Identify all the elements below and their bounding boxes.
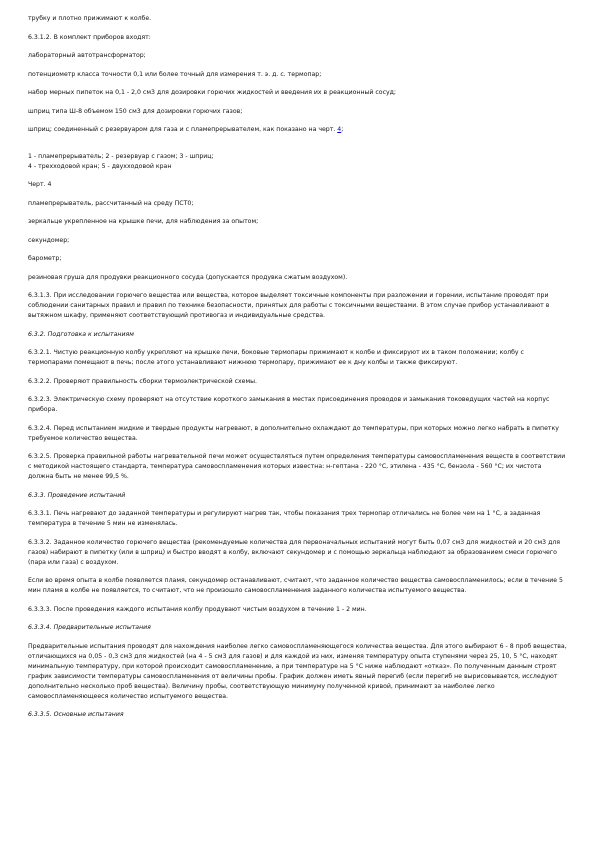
item-syringe-reservoir <box>28 125 567 135</box>
heading-6-3-3-4: 6.3.3.4. Предварительные испытания <box>28 624 151 631</box>
section-6-3-1-3: 6.3.1.3. При исследовании горючего вещества или вещества, которое выделяет токсичные компоненты при разложении и горении, испытание проводят при соблюдении санитарных правил и правил по технике безопасности, принятых для работы с токсичными веществами. В этом случае прибор устанавливают в вытяжном шкафу, применяют соответствующий противогаз и индивидуальные средства. <box>28 292 550 319</box>
item-autotransformer: лабораторный автотрансформатор; <box>28 52 146 59</box>
section-6-3-2-4: 6.3.2.4. Перед испытанием жидкие и твердые продукты нагревают, в дополнительно охлаждают до температуры, при которых можно легко набрать в пипетку требуемое количество вещества. <box>28 424 559 442</box>
section-6-3-2-2: 6.3.2.2. Проверяют правильность сборки термоэлектрической схемы. <box>28 377 257 385</box>
paragraph-preliminary-tests: Предварительные испытания проводят для нахождения наиболее легко самовоспламеняющегося количества вещества. Для этого выбирают 6 - 8 проб вещества, отличающихся на 0,05 - 0,3 см3 для жидкостей (на 4 - 5 см3 для газов) и для каждой из них, изменяя температуру опыта ступенями через 25, 10, 5 °С, находят минимальную температуру, при которой происходит самовоспламенение, а при температуре на 5 °С ниже наблюдают «отказ». По полученным данным строят график зависимости температуры самовоспламенения от величины пробы. График должен иметь явный перегиб (если перегиб не вырисовывается, исследуют дополнительно несколько проб вещества). Величину пробы, соответствующую минимуму полученной кривой, принимают за наиболее легко самовоспламеняющееся количество испытуемого вещества. <box>28 642 567 700</box>
heading-6-3-3: 6.3.3. Проведение испытаний <box>28 491 126 499</box>
item-flame-arrester: пламепрерыватель, рассчитанный на среду ПСТ0; <box>28 199 194 207</box>
section-6-3-2-5: 6.3.2.5. Проверка правильной работы нагревательной печи может осуществляться путем определения температуры самовоспламенения веществ в соответствии с методикой настоящего стандарта, температура самовоспламенения которых известна: н-гептана - 220 °С, этилена - 435 °С, бензола - 560 °С; их чистота должна быть не менее 99,5 %. <box>28 453 566 480</box>
figure-spacer <box>28 144 567 152</box>
item-rubber-bulb: резиновая груша для продувки реакционного сосуда (допускается продувка сжатым воздухом). <box>28 273 348 281</box>
section-6-3-2-1: 6.3.2.1. Чистую реакционную колбу укрепляют на крышке печи, боковые термопары прижимают к колбе и фиксируют их в таком положении; колбу с термопарами помещают в печь; после этого устанавливают нижнюю термопару, прижимают ее к дну колбы и также фиксируют. <box>28 349 524 366</box>
section-6-3-2-3: 6.3.2.3. Электрическую схему проверяют на отсутствие короткого замыкания в местах присоединения проводов и замыкания токоведущих частей на корпус прибора. <box>28 396 550 413</box>
item-mirror: зеркальце укрепленное на крышке печи, для наблюдения за опытом; <box>28 218 259 225</box>
item-barometer: барометр; <box>28 255 62 262</box>
item-pipettes: набор мерных пипеток на 0,1 - 2,0 см3 для дозировки горючих жидкостей и введения их в реакционный сосуд; <box>28 89 397 96</box>
figure-legend-line-2: 4 - трехходовой кран; 5 - двухходовой кран <box>28 162 172 170</box>
item-syringe-sh8: шприц типа Ш-8 объемом 150 см3 для дозировки горючих газов; <box>28 107 243 115</box>
item-syringe-reservoir-text: шприц; соединенный с резервуаром для газа и с пламепрерывателем, как показано на черт. <box>28 126 338 133</box>
item-stopwatch: секундомер; <box>28 236 70 244</box>
section-6-3-3-2: 6.3.3.2. Заданное количество горючего вещества (рекомендуемые количества для первоначальных испытаний могут быть 0,07 см3 для жидкостей и 20 см3 для газов) набирают в пипетку (или в шприц) и быстро вводят в колбу, включают секундомер и с помощью зеркальца наблюдают за образованием смеси горючего (пара или газа) с воздухом. <box>28 538 561 566</box>
item-syringe-reservoir-end: ; <box>341 126 344 133</box>
section-6-3-1-2: 6.3.1.2. В комплект приборов входят: <box>28 33 151 41</box>
item-potentiometer: потенциометр класса точности 0,1 или более точный для измерения т. э. д. с. термопар; <box>28 70 322 78</box>
paragraph-flame-observation: Если во время опыта в колбе появляется пламя, секундомер останавливают, считают, что заданное количество вещества самовоспламенилось; если в течение 5 мин пламя в колбе не появляется, то считают, что не произошло самовоспламенения заданного количества испытуемого вещества. <box>28 577 563 594</box>
paragraph-intro-tube: трубку и плотно прижимают к колбе. <box>28 15 152 22</box>
figure-4-link[interactable]: 4 <box>337 126 342 133</box>
section-6-3-3-3: 6.3.3.3. После проведения каждого испытания колбу продувают чистым воздухом в течение 1 - 2 мин. <box>28 605 367 613</box>
section-6-3-3-1: 6.3.3.1. Печь нагревают до заданной температуры и регулируют нагрев так, чтобы показания трех термопар отличались не более чем на 1 °С, а заданная температура в течение 5 мин не изменялась. <box>28 510 541 527</box>
heading-6-3-2: 6.3.2. Подготовка к испытаниям <box>28 330 134 338</box>
heading-6-3-3-5: 6.3.3.5. Основные испытания <box>28 711 124 718</box>
figure-caption: Черт. 4 <box>28 181 52 188</box>
figure-legend-line-1: 1 - пламепрерыватель; 2 - резервуар с газом; 3 - шприц; <box>28 152 214 160</box>
